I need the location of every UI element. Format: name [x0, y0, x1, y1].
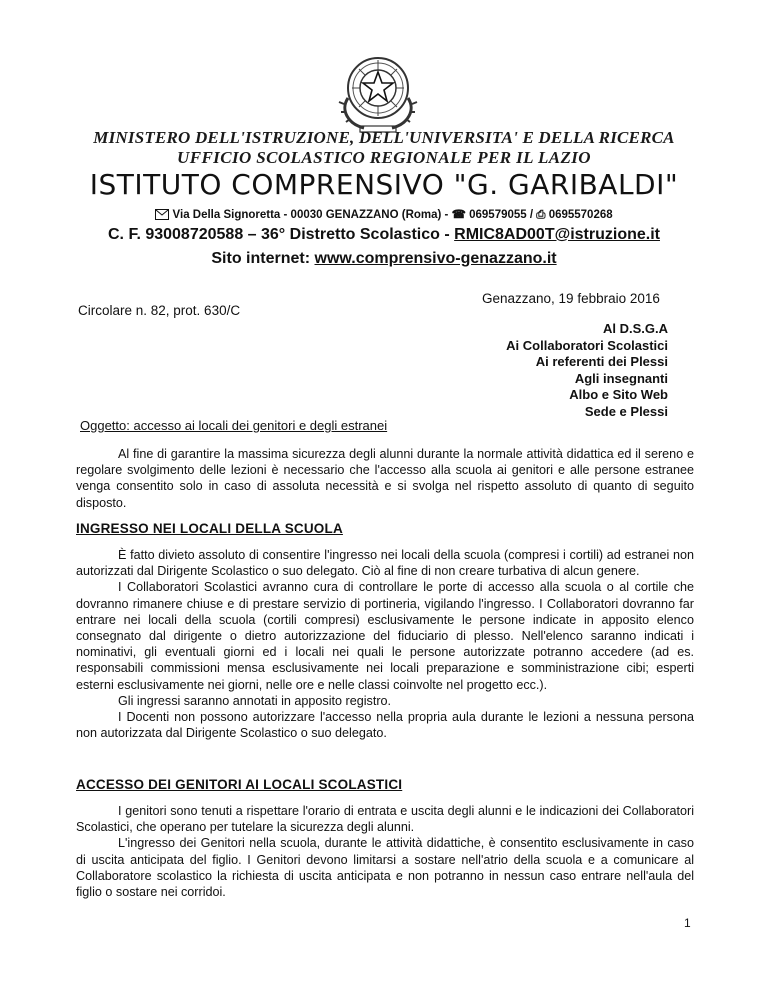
fiscal-code-text: C. F. 93008720588 – 36° Distretto Scolastico -: [108, 226, 450, 243]
section-heading-parents: ACCESSO DEI GENITORI AI LOCALI SCOLASTICI: [76, 777, 403, 792]
intro-paragraph: [76, 446, 694, 511]
section-heading-entry: INGRESSO NEI LOCALI DELLA SCUOLA: [76, 521, 343, 536]
website-line: [0, 250, 768, 268]
recipient-item: Al D.S.G.A: [602, 321, 668, 336]
mail-icon: [155, 209, 169, 220]
address-line: [0, 207, 768, 222]
recipient-item: Ai referenti dei Plessi: [535, 354, 668, 369]
circular-number: Circolare n. 82, prot. 630/C: [78, 303, 241, 318]
paragraph: I genitori sono tenuti a rispettare l'orario di entrata e uscita degli alunni e le indicazioni dei Collaboratori Scolastici, che operano per tutelare la sicurezza degli alunni.: [76, 804, 694, 835]
recipient-item: Sede e Plessi: [584, 403, 668, 419]
paragraph: È fatto divieto assoluto di consentire l'ingresso nei locali della scuola (compresi i cortili) ad estranei non autorizzati dal Dirigente Scolastico o suo delegato. Ciò al fine di non creare turbativa di alcun genere.: [76, 548, 694, 579]
italian-republic-emblem-icon: [330, 48, 426, 136]
phone-number: 069579055 /: [469, 209, 534, 221]
fiscal-code-line: [0, 226, 768, 244]
phone-icon: ☎: [451, 209, 466, 221]
paragraph: Gli ingressi saranno annotati in apposito registro.: [118, 693, 392, 708]
address-text: Via Della Signoretta - 00030 GENAZZANO (Roma) -: [172, 209, 449, 221]
section-parents-body: [76, 803, 694, 900]
fax-number: 0695570268: [548, 209, 613, 221]
section-entry-body: [76, 547, 694, 741]
page-number: 1: [684, 916, 691, 930]
recipient-item: Albo e Sito Web: [569, 387, 668, 402]
email-link[interactable]: RMIC8AD00T@istruzione.it: [454, 226, 660, 243]
website-label: Sito internet:: [211, 250, 311, 267]
website-link[interactable]: www.comprensivo-genazzano.it: [314, 250, 557, 267]
ministry-heading: MINISTERO DELL'ISTRUZIONE, DELL'UNIVERSITA' E DELLA RICERCA: [93, 128, 675, 147]
subject-line: Oggetto: accesso ai locali dei genitori e degli estranei: [80, 418, 388, 433]
paragraph: L'ingresso dei Genitori nella scuola, durante le attività didattiche, è consentito esclusivamente in caso di uscita anticipata del figlio. I Genitori devono limitarsi a sostare nell'atrio della scuola e a comunicare al Collaboratore scolastico la richiesta di uscita anticipata e non potranno in nessun caso entrare nell'aula del figlio o sostare nei corridoi.: [76, 836, 694, 900]
paragraph: I Docenti non possono autorizzare l'accesso nella propria aula durante le lezioni a nessuna persona non autorizzata dal Dirigente Scolastico o suo delegato.: [76, 710, 694, 741]
school-name: ISTITUTO COMPRENSIVO "G. GARIBALDI": [89, 168, 679, 201]
fax-icon: ⎙: [536, 209, 546, 221]
paragraph: I Collaboratori Scolastici avranno cura di controllare le porte di accesso alla scuola o al cortile che dovranno rimanere chiuse e di prestare servizio di portineria, vigilando l'ingresso. I Collaboratori dovranno far entrare nei locali della scuola (cortili compresi) esclusivamente le persone indicate in apposito elenco consegnato dal dirigente o dietro autorizzazione del fiduciario di plesso. Nell'elenco saranno indicati i nominativi, gli eventuali giorni ed i locali nei quali le persone autorizzate potranno accedere (ad es. responsabili commissioni mensa esclusivamente nei locali preparazione e somministrazione cibi; esperti esterni esclusivamente nei giorni, nelle ore e nelle classi coinvolte nel progetto ecc.).: [76, 580, 694, 692]
recipient-item: Agli insegnanti: [574, 370, 668, 386]
recipients-list: [506, 321, 668, 420]
recipient-item: Ai Collaboratori Scolastici: [506, 337, 668, 353]
paragraph: Al fine di garantire la massima sicurezza degli alunni durante la normale attività didattica ed il sereno e regolare svolgimento delle lezioni è necessario che l'accesso alla scuola ai genitori e alle persone estranee venga consentito solo in caso di assoluta necessità e si svolga nel rispetto assoluto di quanto di seguito disposto.: [76, 447, 694, 510]
regional-office-heading: UFFICIO SCOLASTICO REGIONALE PER IL LAZIO: [177, 148, 591, 167]
document-date: Genazzano, 19 febbraio 2016: [482, 291, 660, 306]
